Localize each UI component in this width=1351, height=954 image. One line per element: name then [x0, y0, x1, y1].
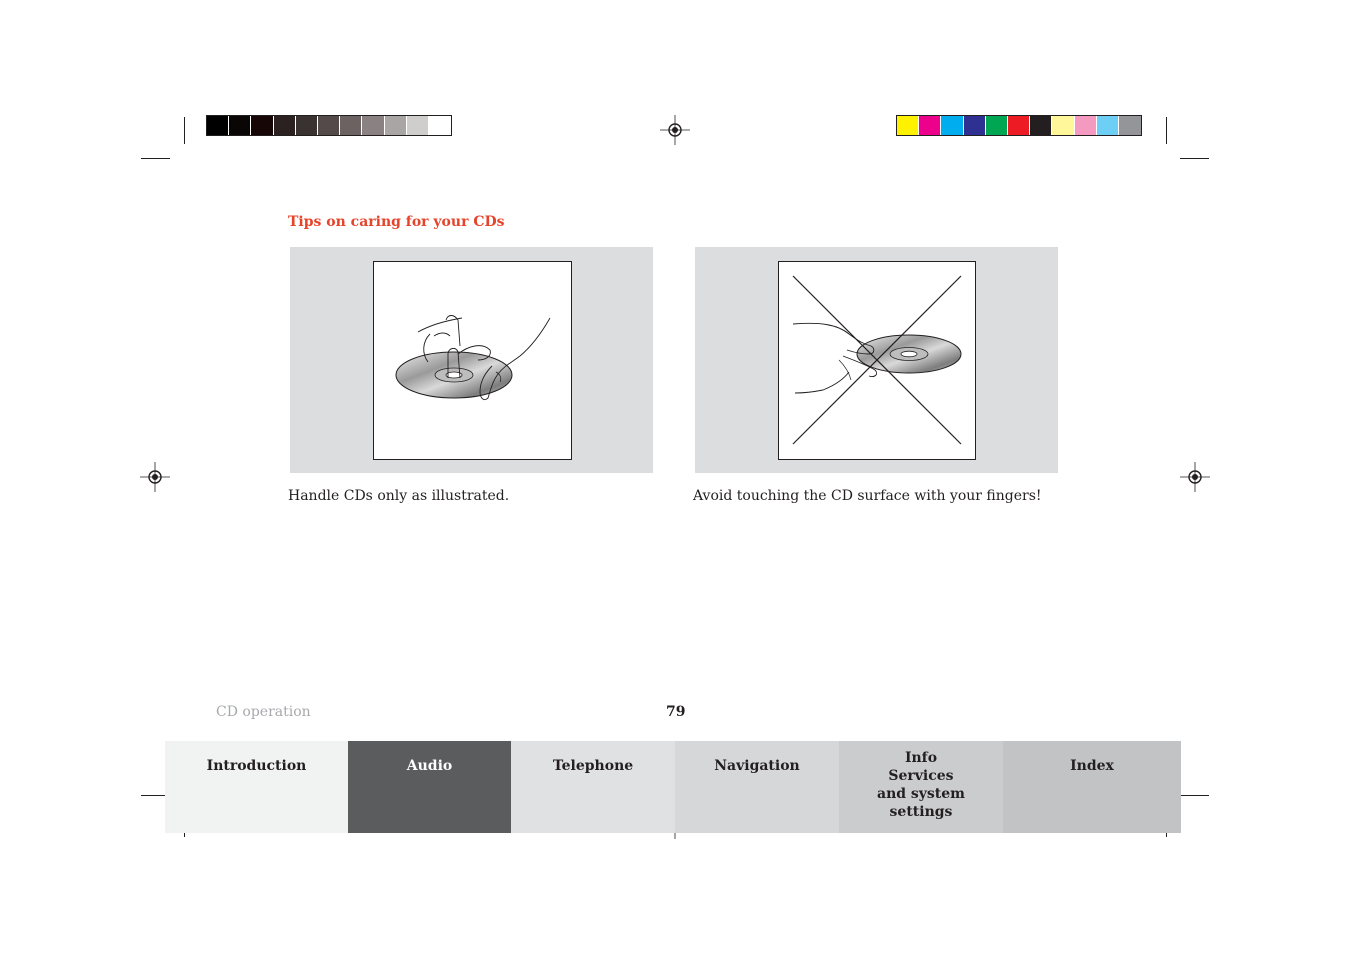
tab-navigation[interactable]: Navigation [675, 741, 839, 833]
crop-mark-top-left-v [184, 117, 185, 144]
gray-swatch [251, 116, 273, 135]
gray-swatch [340, 116, 362, 135]
page-number: 79 [666, 704, 686, 720]
figure-panel-correct [290, 247, 653, 473]
crop-mark-top-right-v [1166, 117, 1167, 144]
registration-mark-right-icon [1180, 462, 1210, 492]
gray-swatch [318, 116, 340, 135]
tab-audio[interactable]: Audio [348, 741, 511, 833]
color-swatch [897, 116, 919, 135]
crop-mark-bottom-right-h [1180, 795, 1209, 796]
cd-handling-correct-illustration [374, 262, 571, 459]
color-swatch [1030, 116, 1052, 135]
gray-swatch [229, 116, 251, 135]
color-swatch [941, 116, 963, 135]
gray-swatch [385, 116, 407, 135]
color-swatch [1052, 116, 1074, 135]
gray-swatch [429, 116, 451, 135]
crop-mark-top-right-h [1180, 158, 1209, 159]
gray-swatch [362, 116, 384, 135]
color-swatch [1075, 116, 1097, 135]
section-title: Tips on caring for your CDs [288, 214, 505, 230]
color-swatch [1119, 116, 1141, 135]
tab-index[interactable]: Index [1003, 741, 1181, 833]
color-swatch [986, 116, 1008, 135]
cd-handling-wrong-illustration [779, 262, 975, 459]
figure-caption-correct: Handle CDs only as illustrated. [288, 488, 510, 504]
color-swatch [1097, 116, 1119, 135]
crop-mark-top-left-h [141, 158, 170, 159]
gray-swatch [296, 116, 318, 135]
color-swatch [964, 116, 986, 135]
figure-caption-wrong: Avoid touching the CD surface with your fingers! [693, 488, 1042, 504]
chapter-nav-bar [165, 741, 1181, 833]
color-swatch [919, 116, 941, 135]
figure-panel-wrong [695, 247, 1058, 473]
color-swatch [1008, 116, 1030, 135]
tab-telephone[interactable]: Telephone [511, 741, 675, 833]
color-swatch-strip [896, 115, 1142, 136]
footer-section-name: CD operation [216, 704, 311, 720]
figure-frame [778, 261, 976, 460]
gray-swatch [274, 116, 296, 135]
gray-swatch [407, 116, 429, 135]
tab-introduction[interactable]: Introduction [165, 741, 348, 833]
tab-info-services[interactable]: Info Services and system settings [839, 741, 1003, 833]
figure-frame [373, 261, 572, 460]
grayscale-swatch-strip [206, 115, 452, 136]
registration-mark-top-icon [660, 115, 690, 145]
gray-swatch [207, 116, 229, 135]
registration-mark-left-icon [140, 462, 170, 492]
